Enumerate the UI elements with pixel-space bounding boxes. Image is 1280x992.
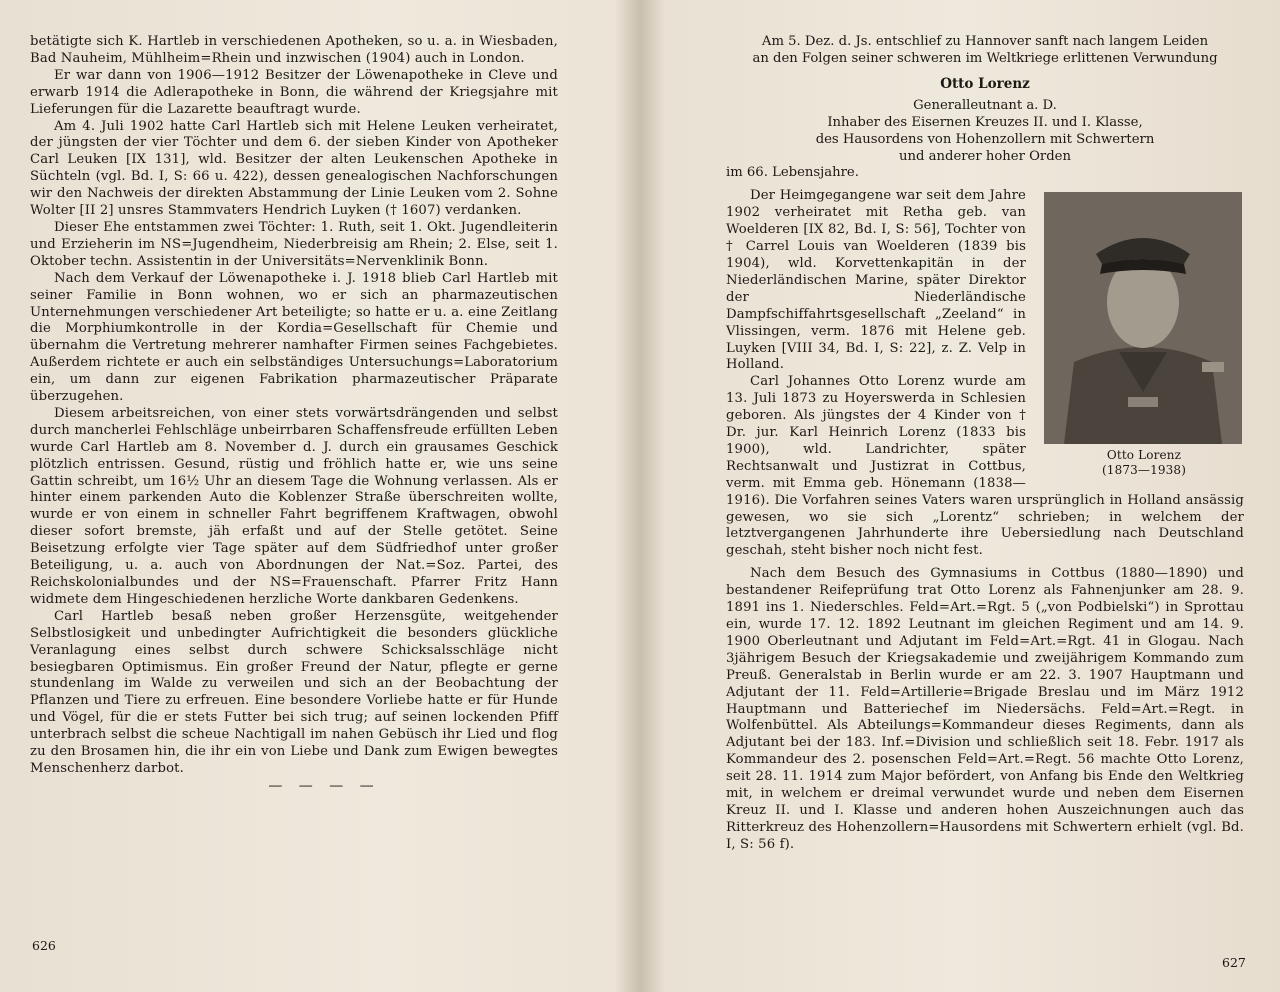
obituary-name: Otto Lorenz <box>940 75 1030 92</box>
right-paragraph-3: Nach dem Besuch des Gymnasiums in Cottbus (1880—1890) und bestandener Reifeprüfung trat Otto Lorenz als Fahnenjunker am 28. 9. 1891 ins 1. Niederschles. Feld=Art.=Rgt. 5 („von Podbielski“) in Sprottau ein, wurde 17. 12. 1892 Leutnant im gleichen Regiment und am 14. 9. 1900 Oberleutnant und Adjutant im Feld=Art.=Rgt. 41 in Glogau. Nach 3jährigem Besuch der Kriegsakademie und zweijährigem Kommando zum Preuß. Generalstab in Berlin wurde er am 22. 3. 1907 Hauptmann und Adjutant der 11. Feld=Artillerie=Brigade Breslau und im März 1912 Hauptmann und Batteriechef im Niedersächs. Feld=Art.=Regt. in Wolfenbüttel. Als Abteilungs=Kommandeur dieses Regiments, dann als Adjutant bei der 183. Inf.=Division und schließlich seit 18. Febr. 1917 als Kommandeur des 2. posenschen Feld=Art.=Regt. 56 machte Otto Lorenz, seit 28. 11. 1914 zum Major befördert, von Anfang bis Ende den Weltkrieg mit, in welchem er dreimal verwundet wurde und neben dem Eisernen Kreuz II. und I. Klasse und anderen hohen Auszeichnungen auch das Ritterkreuz des Hohenzollern=Hausordens mit Schwertern erhielt (vgl. Bd. I, S: 56 f). <box>726 566 1244 852</box>
right-page-number: 627 <box>1222 955 1246 970</box>
rank-line-1: Generalleutnant a. D. <box>913 97 1057 113</box>
age-line: im 66. Lebensjahre. <box>726 165 859 181</box>
left-paragraph-5: Nach dem Verkauf der Löwenapotheke i. J. 1918 blieb Carl Hartleb mit seiner Familie in Bonn wohnen, wo er sich an pharmazeutischen Unternehmungen verschiedener Art beteiligte; so hatte er u. a. eine Zeitlang die Morphiumkontrolle in der Kordia=Gesellschaft für Chemie und übernahm die Vertretung mehrerer namhafter Firmen seines Fachgebietes. Außerdem richtete er auch ein selbständiges Untersuchungs=Laboratorium ein, um dann zur eigenen Fabrikation pharmazeutischer Präparate überzugehen. <box>30 270 558 405</box>
left-page-number: 626 <box>32 938 56 953</box>
right-paragraph-2: Carl Johannes Otto Lorenz wurde am 13. Juli 1873 zu Hoyerswerda in Schlesien geboren. Als jüngstes der 4 Kinder von † Dr. jur. Karl Heinrich Lorenz (1833 bis 1900), wld. Landrichter, später Rechtsanwalt und Justizrat in Cottbus, verm. mit Emma geb. Hönemann (1838—1916). Die Vorfahren seines Vaters waren ursprünglich in Holland ansässig gewesen, wo sie sich „Lorentz“ schrieben; in welchem der letztvergangenen Jahrhunderte ihre Uebersiedlung nach Deutschland geschah, steht bisher noch nicht fest. <box>726 374 1244 559</box>
left-paragraph-4: Dieser Ehe entstammen zwei Töchter: 1. Ruth, seit 1. Okt. Jugendleiterin und Erzieherin im NS=Jugendheim, Niederbreisig am Rhein; 2. Else, seit 1. Oktober techn. Assistentin in der Universitäts=Nervenklinik Bonn. <box>30 219 558 269</box>
intro-line-1: Am 5. Dez. d. Js. entschlief zu Hannover sanft nach langem Leiden <box>761 34 1209 49</box>
left-paragraph-1: betätigte sich K. Hartleb in verschiedenen Apotheken, so u. a. in Wiesbaden, Bad Nauheim, Mühlheim=Rhein und inzwischen (1904) auch in London. <box>30 34 558 66</box>
left-paragraph-3: Am 4. Juli 1902 hatte Carl Hartleb sich mit Helene Leuken verheiratet, der jüngsten der vier Töchter und dem 6. der sieben Kinder von Apotheker Carl Leuken [IX 131], wld. Besitzer der alten Leukenschen Apotheke in Süchteln (vgl. Bd. I, S: 66 u. 422), dessen genealogischen Nachforschungen wir den Nachweis der direkten Abstammung der Linie Leuken vom 2. Sohne Wolter [II 2] unsres Stammvaters Hendrich Luyken († 1607) verdanken. <box>30 118 558 219</box>
left-paragraph-6: Diesem arbeitsreichen, von einer stets vorwärtsdrängenden und selbst durch mancherlei Fehlschläge unbeirrbaren Schaffensfreude erfüllten Leben wurde Carl Hartleb am 8. November d. J. durch ein grausames Geschick plötzlich entrissen. Gesund, rüstig und fröhlich hatte er, wie uns seine Gattin schreibt, um 16½ Uhr an diesem Tage die Wohnung verlassen. Als er hinter einem parkenden Auto die Koblenzer Straße überschreiten wollte, wurde er von einem in schneller Fahrt begriffenem Kraftwagen, obwohl dieser sofort bremste, jäh erfaßt und auf der Stelle getötet. Seine Beisetzung erfolgte vier Tage später auf dem Südfriedhof unter großer Beteiligung, u. a. auch von Abordnungen der Nat.=Soz. Partei, des Reichskolonialbundes und der NS=Frauenschaft. Pfarrer Fritz Hann widmete dem Hingeschiedenen herzliche Worte dankbaren Gedenkens. <box>30 405 558 607</box>
portrait-photo <box>1044 192 1242 444</box>
section-separator: — — — — <box>268 777 380 794</box>
rank-line-2: Inhaber des Eisernen Kreuzes II. und I. Klasse, <box>827 114 1143 130</box>
intro-line-2: an den Folgen seiner schweren im Weltkriege erlittenen Verwundung <box>752 50 1218 66</box>
rank-line-3: des Hausordens von Hohenzollern mit Schwertern <box>815 131 1155 147</box>
portrait-image <box>1044 192 1242 444</box>
right-page <box>726 34 1244 854</box>
left-paragraph-7: Carl Hartleb besaß neben großer Herzensgüte, weitgehender Selbstlosigkeit und unbedingter Aufrichtigkeit die besonders glückliche Veranlagung eines selbst durch schwere Schicksalsschläge nicht besiegbaren Optimismus. Ein großer Freund der Natur, pflegte er gerne stundenlang im Walde zu verweilen und sich an der Beobachtung der Pflanzen und Tiere zu erfreuen. Eine besondere Vorliebe hatte er für Hunde und Vögel, für die er stets Futter bei sich trug; auf seinen lockenden Pfiff unterbrach selbst die scheue Nachtigall im nahen Gebüsch ihr Lied und flog zu den Brosamen hin, die ihr ein von Liebe und Dank zum Ewigen bewegtes Menschenherz darbot. <box>30 608 558 776</box>
left-page <box>30 34 558 794</box>
left-paragraph-2: Er war dann von 1906—1912 Besitzer der Löwenapotheke in Cleve und erwarb 1914 die Adlerapotheke in Bonn, die während der Kriegsjahre mit Lieferungen für die Lazarette beauftragt wurde. <box>30 67 558 117</box>
rank-line-4: und anderer hoher Orden <box>899 148 1071 164</box>
portrait-caption-years: (1873—1938) <box>1101 463 1187 478</box>
right-paragraph-1-text: Der Heimgegangene war seit dem Jahre 1902 verheiratet mit Retha geb. van Woelderen [IX 82, Bd. I, S: 56], Tochter von † Carrel Louis van Woelderen (1839 bis 1904), wld. Korvettenkapitän in der Niederländischen Marine, später Direktor der Niederländische Dampfschiffahrtsgesellschaft „Zeeland“ in Vlissingen, verm. 1876 mit Helene geb. Luyken [VIII 34, Bd. I, S: 22], z. Z. Velp in Holland. <box>726 188 1026 373</box>
portrait-figure <box>1036 192 1244 478</box>
portrait-caption-name: Otto Lorenz <box>1106 448 1182 463</box>
